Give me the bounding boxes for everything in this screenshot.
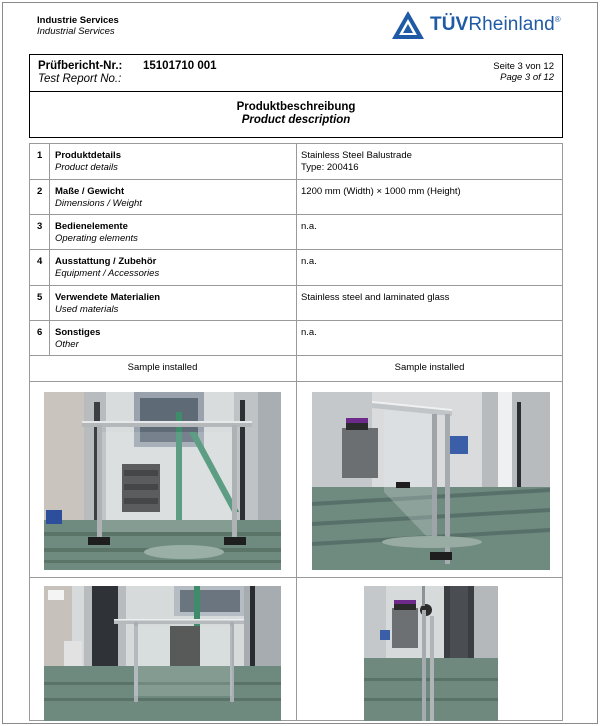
- row-label-en: Other: [55, 339, 79, 350]
- report-page: [2, 2, 598, 724]
- row-label: [55, 292, 160, 316]
- row-value-line-1: n.a.: [301, 221, 317, 232]
- company-name-en: Industrial Services: [37, 26, 115, 37]
- row-value: [301, 327, 317, 339]
- sample-photo-side: [44, 586, 281, 721]
- row-label-en: Product details: [55, 162, 118, 173]
- section-title-en: Product description: [241, 114, 351, 126]
- row-label-de: Ausstattung / Zubehör: [55, 256, 157, 267]
- row-label-de: Maße / Gewicht: [55, 186, 125, 197]
- row-number: 1: [37, 150, 43, 161]
- section-title-de: Produktbeschreibung: [236, 101, 356, 113]
- row-label-de: Bedienelemente: [55, 221, 128, 232]
- tuv-logo-text: [430, 14, 561, 36]
- row-label: [55, 150, 121, 174]
- row-label-de: Produktdetails: [55, 150, 121, 161]
- row-value-line-2: Type: 200416: [301, 162, 359, 173]
- photo-caption-right: Sample installed: [394, 362, 465, 373]
- company-name-de: Industrie Services: [37, 15, 119, 26]
- table-row: [29, 249, 563, 285]
- row-label-en: Operating elements: [55, 233, 138, 244]
- page-number-en: Page 3 of 12: [500, 72, 554, 83]
- page-number-de: Seite 3 von 12: [493, 61, 554, 72]
- report-number: 15101710 001: [143, 60, 217, 72]
- logo-mark: ®: [554, 15, 561, 24]
- logo-brand: TÜV: [430, 14, 469, 35]
- sample-photo-end: [364, 586, 498, 721]
- row-label-en: Equipment / Accessories: [55, 268, 160, 279]
- sample-photo-angled: [312, 392, 550, 570]
- row-label: [55, 256, 159, 280]
- sample-photo-front: [44, 392, 281, 570]
- caption-row: [29, 355, 563, 381]
- table-row: [29, 179, 563, 214]
- row-value: [301, 256, 317, 268]
- tuv-logo: [391, 9, 561, 41]
- row-value-line-1: Stainless Steel Balustrade: [301, 150, 412, 161]
- tuv-triangle-icon: [391, 10, 425, 40]
- row-label-de: Sonstiges: [55, 327, 101, 338]
- row-number: 3: [37, 221, 43, 232]
- table-row: [29, 285, 563, 320]
- row-value-line-1: n.a.: [301, 256, 317, 267]
- row-label-en: Dimensions / Weight: [55, 198, 142, 209]
- row-value: [301, 186, 461, 198]
- report-header-box: [29, 54, 563, 138]
- row-value: [301, 292, 449, 304]
- row-label: [55, 327, 100, 351]
- row-value-line-1: Stainless steel and laminated glass: [301, 292, 450, 303]
- row-label: [55, 186, 142, 210]
- photo-caption-left: Sample installed: [127, 362, 198, 373]
- row-number: 4: [37, 256, 43, 267]
- table-row: [29, 214, 563, 249]
- row-number: 2: [37, 186, 43, 197]
- product-table: [29, 143, 563, 723]
- row-number: 6: [37, 327, 43, 338]
- report-label-en: Test Report No.:: [38, 73, 122, 85]
- page-number: [493, 61, 554, 83]
- row-number: 5: [37, 292, 43, 303]
- table-row: [29, 320, 563, 355]
- company-name: [37, 15, 119, 37]
- report-number-label: [38, 60, 122, 86]
- logo-name: Rheinland: [468, 14, 555, 35]
- table-row: [29, 143, 563, 179]
- row-value-line-1: 1200 mm (Width) × 1000 mm (Height): [301, 186, 461, 197]
- report-number-row: [30, 55, 562, 92]
- row-label: [55, 221, 138, 245]
- report-label-de: Prüfbericht-Nr.:: [38, 60, 123, 72]
- row-label-de: Verwendete Materialien: [55, 292, 161, 303]
- row-label-en: Used materials: [55, 304, 119, 315]
- row-value: [301, 150, 412, 174]
- row-value-line-1: n.a.: [301, 327, 317, 338]
- section-title: [30, 101, 562, 127]
- row-value: [301, 221, 317, 233]
